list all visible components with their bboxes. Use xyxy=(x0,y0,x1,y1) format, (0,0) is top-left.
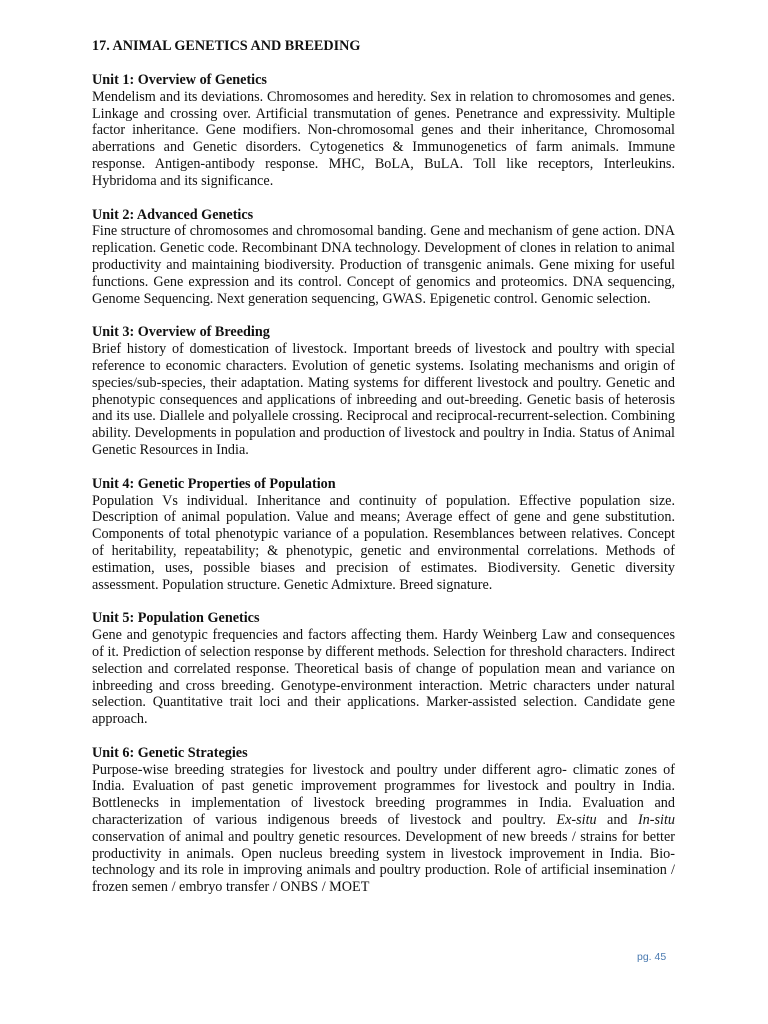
unit-2 xyxy=(92,207,675,308)
in-situ-term: In-situ xyxy=(637,812,675,829)
unit-4 xyxy=(92,476,675,594)
page-number: pg. 45 xyxy=(637,951,667,963)
unit-body: Population Vs individual. Inheritance and continuity of population. Effective population size. Description of animal population. Value and means; Average effect of gene and gene substitution. Components of total phenotypic variance of a population. Resemblances between relatives. Concept of heritability, repeatability; & phenotypic, genetic and environmental correlations. Methods of estimation, uses, possible biases and precision of estimates. Biodiversity. Genetic diversity assessment. Population structure. Genetic Admixture. Breed signature. xyxy=(92,492,675,593)
document-page xyxy=(92,38,675,913)
unit-3 xyxy=(92,324,675,458)
unit-body: Gene and genotypic frequencies and factors affecting them. Hardy Weinberg Law and consequences of it. Prediction of selection response by different methods. Selection for threshold characters. Indirect selection and correlated response. Theoretical basis of change of population mean and variance on inbreeding and cross breeding. Genotype-environment interaction. Metric characters under natural selection. Quantitative trait loci and their applications. Marker-assisted selection. Candidate gene approach. xyxy=(92,627,675,728)
unit-body-text: conservation of animal and poultry genetic resources. Development of new breeds / strains for better productivity in animals. Open nucleus breeding system in livestock improvement in India. Bio-technology and its role in improving animals and poultry production. Role of artificial insemination / frozen semen / embryo transfer / ONBS / MOET xyxy=(92,828,675,896)
unit-heading: Unit 5: Population Genetics xyxy=(92,610,260,627)
unit-5 xyxy=(92,610,675,728)
unit-heading: Unit 3: Overview of Breeding xyxy=(92,324,270,341)
section-title: 17. ANIMAL GENETICS AND BREEDING xyxy=(92,38,361,54)
unit-body-text: and xyxy=(596,812,638,829)
unit-body: Brief history of domestication of livestock. Important breeds of livestock and poultry with special reference to economic characters. Evolution of genetic systems. Isolating mechanisms and origin of species/sub-species, their adaptation. Mating systems for different livestock and poultry. Genetic and phenotypic consequences and applications of inbreeding and out-breeding. Genetic basis of heterosis and its use. Diallele and polyallele crossing. Reciprocal and reciprocal-recurrent-selection. Combining ability. Developments in population and production of livestock and poultry in India. Status of Animal Genetic Resources in India. xyxy=(92,341,675,458)
unit-heading: Unit 6: Genetic Strategies xyxy=(92,744,248,761)
ex-situ-term: Ex-situ xyxy=(556,812,597,829)
unit-1 xyxy=(92,72,675,190)
unit-6 xyxy=(92,745,675,896)
unit-heading: Unit 4: Genetic Properties of Population xyxy=(92,475,336,492)
unit-heading: Unit 1: Overview of Genetics xyxy=(92,72,267,88)
unit-body: Mendelism and its deviations. Chromosomes and heredity. Sex in relation to chromosomes and genes. Linkage and crossing over. Artificial transmutation of genes. Penetrance and expressivity. Multiple factor inheritance. Gene modifiers. Non-chromosomal genes and their inheritance, Chromosomal aberrations and Genetic disorders. Cytogenetics & Immunogenetics of farm animals. Immune response. Antigen-antibody response. MHC, BoLA, BuLA. Toll like receptors, Interleukins. Hybridoma and its significance. xyxy=(92,88,675,189)
unit-body: Fine structure of chromosomes and chromosomal banding. Gene and mechanism of gene action. DNA replication. Genetic code. Recombinant DNA technology. Development of clones in relation to animal productivity and maintaining biodiversity. Production of transgenic animals. Gene mixing for useful functions. Gene expression and its control. Concept of genomics and proteomics. DNA sequencing, Genome Sequencing. Next generation sequencing, GWAS. Epigenetic control. Genomic selection. xyxy=(92,223,675,307)
unit-body xyxy=(92,762,675,896)
unit-body-text: Purpose-wise breeding strategies for livestock and poultry under different agro- climatic zones of India. Evaluation of past genetic improvement programmes for livestock and poultry in India. Bottlenecks in implementation of livestock breeding programmes in India. Evaluation and characterization of various indigenous breeds of livestock and poultry. xyxy=(92,761,675,829)
unit-heading: Unit 2: Advanced Genetics xyxy=(92,206,254,223)
